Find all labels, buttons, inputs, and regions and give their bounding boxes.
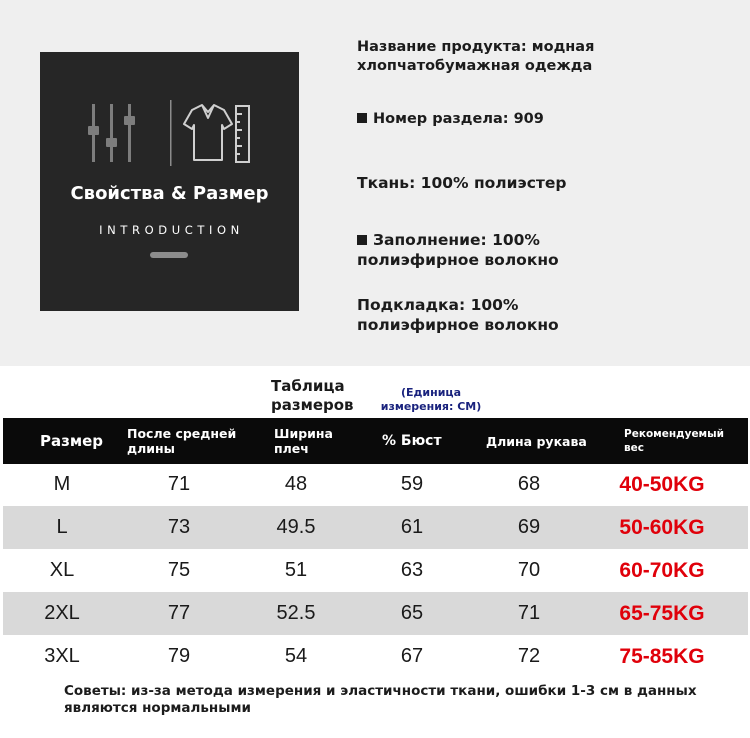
cell-size: L xyxy=(56,516,68,538)
header-weight: Рекомендуемый вес xyxy=(624,428,724,454)
cell-weight: 65-75KG xyxy=(619,601,705,625)
size-table-header xyxy=(3,418,748,464)
fabric-info: Ткань: 100% полиэстер xyxy=(357,174,567,192)
cell-size: XL xyxy=(49,559,75,581)
intro-icons xyxy=(88,100,253,166)
product-name: Название продукта: модная хлопчатобумажная одежда xyxy=(357,39,595,74)
cell-sleeve: 71 xyxy=(517,602,541,624)
cell-bust: 59 xyxy=(400,473,424,495)
cell-length: 77 xyxy=(167,602,191,624)
cell-shoulder: 49.5 xyxy=(276,516,316,538)
intro-title: Свойства & Размер xyxy=(70,183,269,204)
intro-card xyxy=(40,52,299,311)
section-number: Номер раздела: 909 xyxy=(357,110,544,129)
cell-size: M xyxy=(53,473,71,495)
unit-note: (Единица измерения: CM) xyxy=(380,386,482,413)
intro-bar xyxy=(150,252,188,258)
bullet-square-icon xyxy=(357,235,367,245)
divider-line xyxy=(170,100,172,166)
table-row xyxy=(3,549,748,592)
header-size: Размер xyxy=(40,432,104,450)
bullet-square-icon xyxy=(357,113,367,123)
cell-weight: 60-70KG xyxy=(619,558,705,582)
cell-weight: 50-60KG xyxy=(619,515,705,539)
product-info-panel xyxy=(0,0,750,366)
cell-shoulder: 51 xyxy=(284,559,308,581)
table-row xyxy=(3,463,748,506)
cell-size: 3XL xyxy=(44,645,80,667)
sliders-icon xyxy=(88,104,135,162)
filling-info: Заполнение: 100% полиэфирное волокно xyxy=(357,231,559,269)
cell-sleeve: 72 xyxy=(517,645,541,667)
cell-bust: 67 xyxy=(400,645,424,667)
intro-subtitle: INTRODUCTION xyxy=(99,223,244,237)
header-sleeve: Длина рукава xyxy=(486,433,587,449)
cell-bust: 61 xyxy=(400,516,424,538)
cell-sleeve: 69 xyxy=(517,516,541,538)
measurement-note: Советы: из-за метода измерения и эластичности ткани, ошибки 1-3 см в данных являются нормальными xyxy=(64,683,697,716)
header-bust: % Бюст xyxy=(382,433,442,449)
cell-sleeve: 70 xyxy=(517,559,541,581)
cell-sleeve: 68 xyxy=(517,473,541,495)
shirt-icon xyxy=(184,105,232,160)
cell-weight: 75-85KG xyxy=(619,644,705,668)
cell-shoulder: 54 xyxy=(284,645,308,667)
cell-shoulder: 52.5 xyxy=(276,602,316,624)
table-row xyxy=(3,506,748,549)
cell-length: 79 xyxy=(167,645,191,667)
ruler-icon xyxy=(236,106,249,162)
table-row xyxy=(3,592,748,635)
header-length: После средней длины xyxy=(127,426,237,456)
cell-weight: 40-50KG xyxy=(619,472,705,496)
table-row xyxy=(3,635,748,678)
cell-bust: 65 xyxy=(400,602,424,624)
size-table-title: Таблица размеров xyxy=(271,377,354,414)
cell-length: 75 xyxy=(167,559,191,581)
cell-size: 2XL xyxy=(44,602,80,624)
lining-info: Подкладка: 100% полиэфирное волокно xyxy=(357,296,559,334)
cell-length: 73 xyxy=(167,516,191,538)
cell-length: 71 xyxy=(167,473,191,495)
cell-bust: 63 xyxy=(400,559,424,581)
cell-shoulder: 48 xyxy=(284,473,308,495)
header-shoulder: Ширина плеч xyxy=(274,426,333,456)
